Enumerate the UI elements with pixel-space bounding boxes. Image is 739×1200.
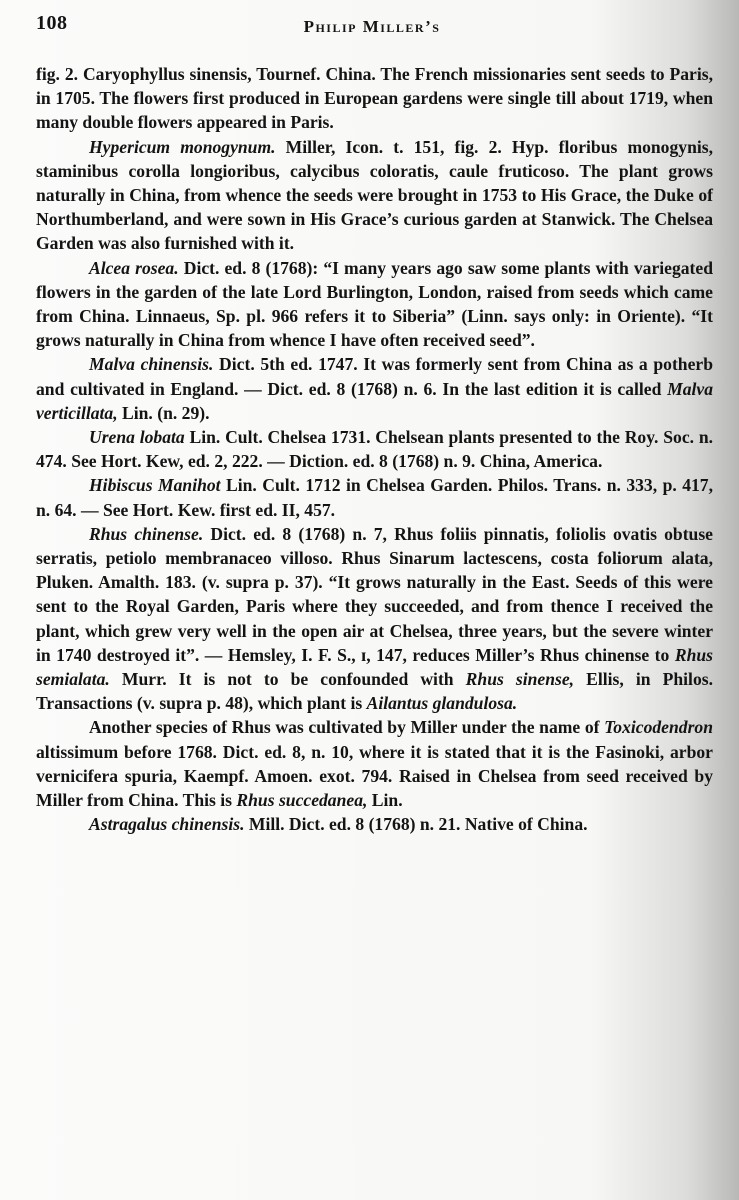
text-run: Lin. Cult. 1712 in Chelsea Garden. Philos. Trans. n. 333, p. 417, n. 64. — See Hort. Kew. first ed. II, 457.	[36, 475, 713, 520]
species-name: Toxicodendron	[604, 717, 713, 738]
paragraph-p5	[36, 425, 713, 473]
paragraph-p9	[36, 812, 713, 836]
species-name: Astragalus chinensis.	[89, 814, 245, 835]
text-run: Lin. (n. 29).	[117, 402, 210, 423]
text-run: Mill. Dict. ed. 8 (1768) n. 21. Native of China.	[244, 814, 588, 835]
running-title: Philip Miller’s	[303, 17, 441, 36]
text-run: Murr. It is not to be confounded with	[109, 669, 466, 690]
text-run: Ellis, in Philos. Transactions (v. supra p. 48), which plant is	[36, 669, 713, 714]
text-run: Dict. ed. 8 (1768) n. 7, Rhus foliis pinnatis, foliolis ovatis obtuse serratis, petiolo membranaceo villoso. Rhus Sinarum lactescens, costa foliorum alata, Pluken. Amalth. 183. (v. supra p. 37). “It grows naturally in the East. Seeds of this were sent to the Royal Garden, Paris where they succeeded, and from thence I received the plant, which grew very well in the open air at Chelsea, three years, but the severe winter in 1740 destroyed it”. — Hemsley, I. F. S., ɪ, 147, reduces Miller’s Rhus chinense to	[36, 523, 713, 665]
paragraph-p1	[36, 62, 713, 135]
species-name: Rhus chinense.	[89, 523, 204, 544]
species-name: Rhus succedanea,	[236, 790, 368, 811]
text-run: altissimum before 1768. Dict. ed. 8, n. 10, where it is stated that it is the Fasinoki, arbor vernicifera spuria, Kaempf. Amoen. exot. 794. Raised in Chelsea from seed received by Miller from China. This is	[36, 741, 713, 811]
text-run: Lin. Cult. Chelsea 1731. Chelsean plants presented to the Roy. Soc. n. 474. See Hort. Kew, ed. 2, 222. — Diction. ed. 8 (1768) n. 9. China, America.	[36, 427, 713, 472]
paragraph-p4	[36, 352, 713, 425]
text-run: Lin.	[367, 790, 403, 811]
text-run: Dict. 5th ed. 1747. It was formerly sent from China as a potherb and cultivated in England. — Dict. ed. 8 (1768) n. 6. In the last edition it is called	[36, 354, 713, 399]
species-name: Rhus semialata.	[36, 644, 713, 690]
text-run: Dict. ed. 8 (1768): “I many years ago saw some plants with variegated flowers in the garden of the late Lord Burlington, London, raised from seeds which came from China. Linnaeus, Sp. pl. 966 refers it to Siberia” (Linn. says only: in Oriente). “It grows naturally in China from whence I have often received seed”.	[36, 257, 714, 351]
species-name: Rhus sinense,	[465, 669, 575, 690]
body-text	[36, 62, 713, 837]
running-head	[36, 12, 708, 44]
page-number: 108	[36, 12, 68, 34]
species-name: Ailantus glandulosa.	[366, 693, 518, 714]
text-run: Another species of Rhus was cultivated by Miller under the name of	[89, 717, 605, 738]
species-name: Alcea rosea.	[89, 257, 179, 278]
paragraph-p6	[36, 473, 713, 521]
paragraph-p8	[36, 715, 713, 812]
paragraph-p3	[36, 256, 713, 353]
species-name: Urena lobata	[89, 427, 185, 448]
species-name: Malva verticillata,	[36, 378, 713, 423]
species-name: Hibiscus Manihot	[89, 475, 221, 496]
text-run: Miller, Icon. t. 151, fig. 2. Hyp. floribus monogynis, staminibus corolla longioribus, calycibus coloratis, caule fruticoso. The plant grows naturally in China, from whence the seeds were brought in 1753 to His Grace, the Duke of Northumberland, and were sown in His Grace’s curious garden at Stanwick. The Chelsea Garden was also furnished with it.	[36, 136, 713, 254]
text-run: fig. 2. Caryophyllus sinensis, Tournef. China. The French missionaries sent seeds to Paris, in 1705. The flowers first produced in European gardens were single till about 1719, when many double flowers appeared in Paris.	[36, 64, 713, 133]
paragraph-p7	[36, 522, 713, 716]
species-name: Malva chinensis.	[89, 354, 214, 375]
species-name: Hypericum monogynum.	[89, 136, 276, 157]
paragraph-p2	[36, 135, 713, 256]
